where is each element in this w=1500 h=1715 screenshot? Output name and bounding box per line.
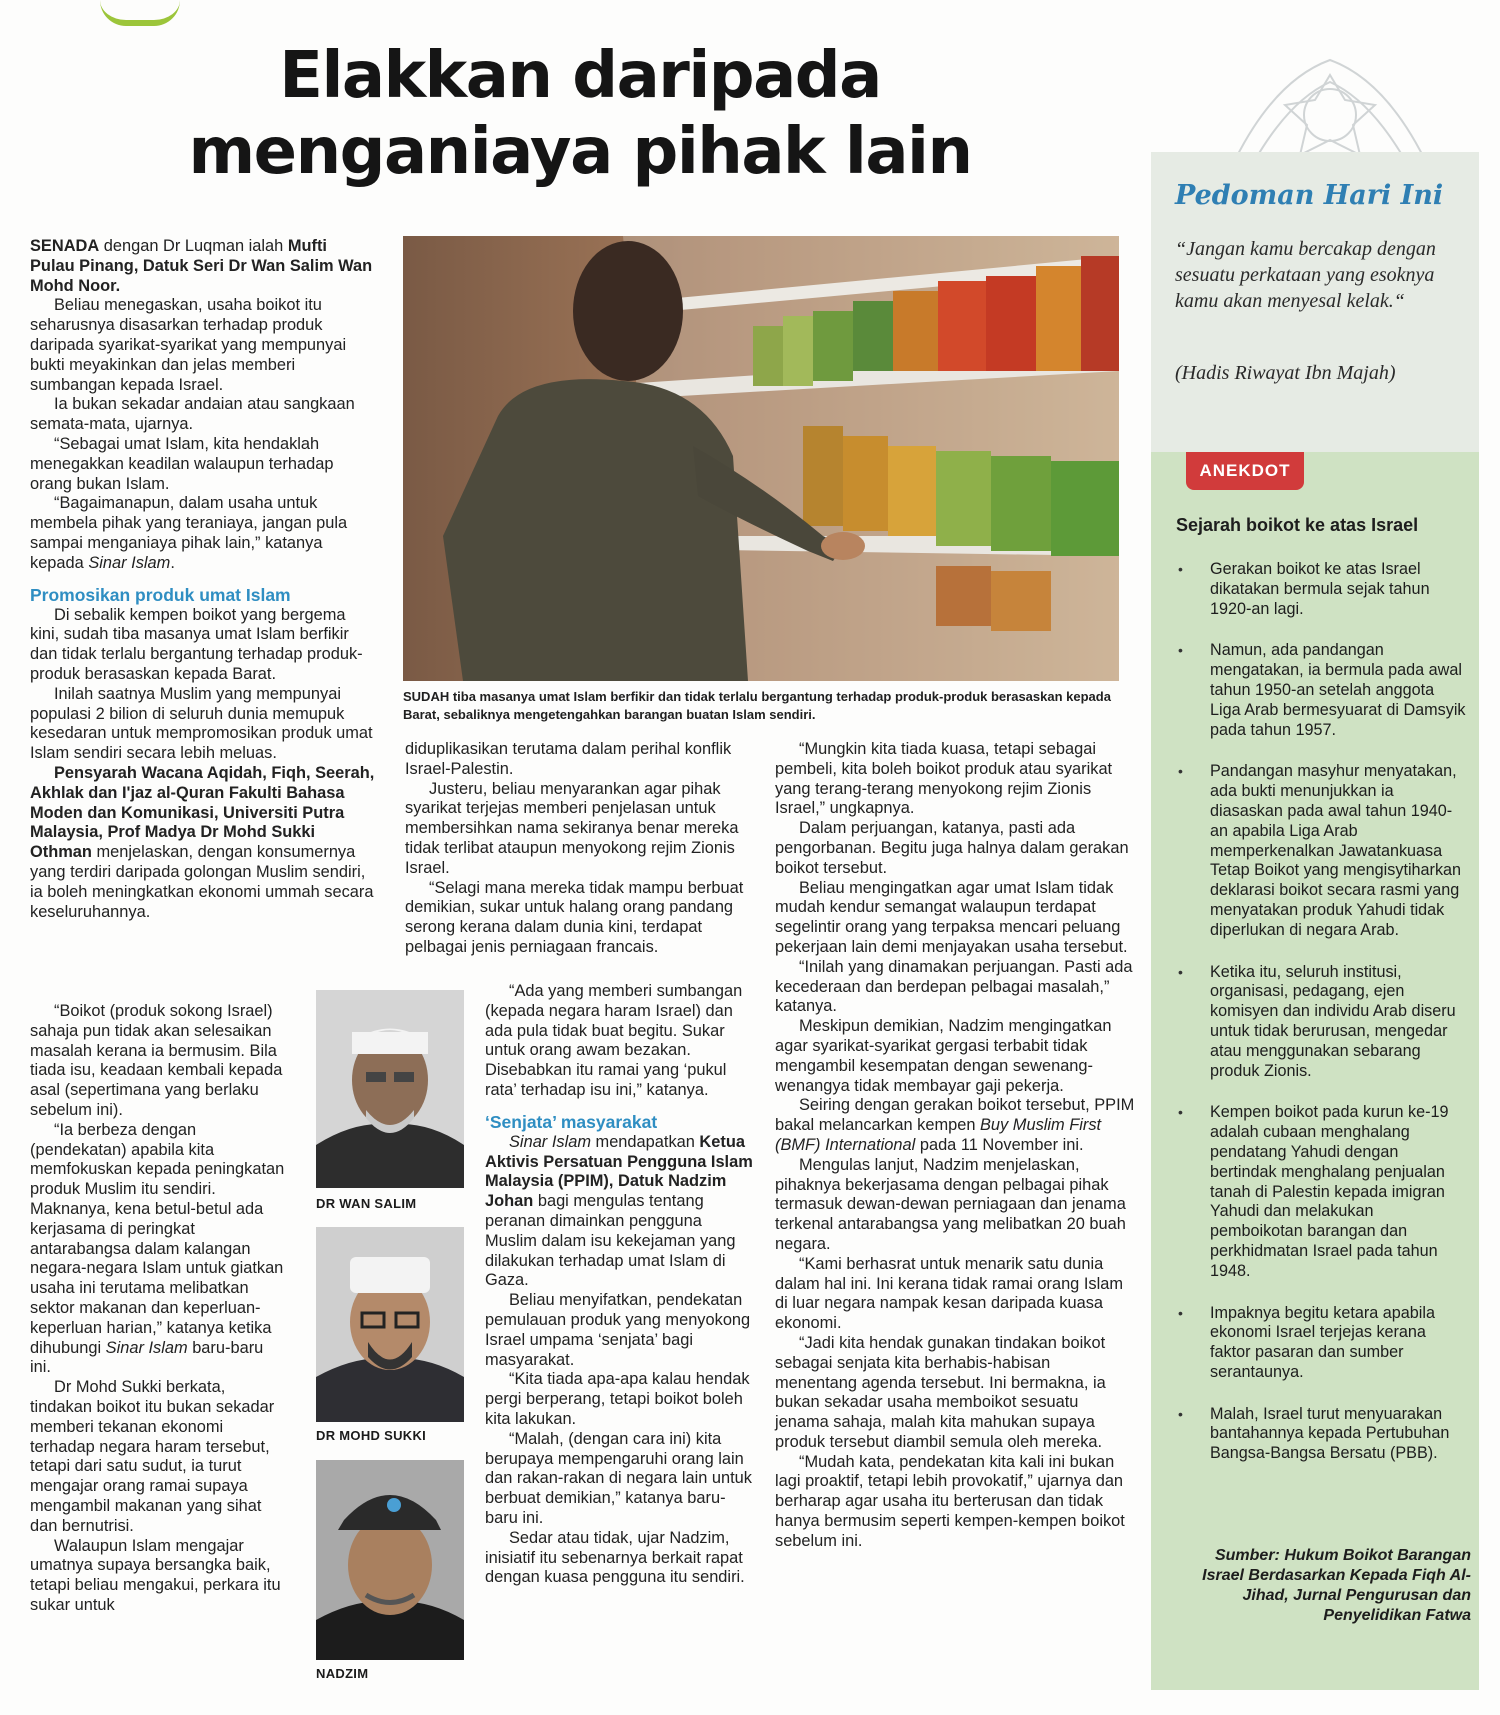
text: bagi mengulas tentang peranan dimainkan pengguna Muslim dalam isu kekejaman yang dilakukan terhadap umat Islam di Gaza. <box>485 1192 736 1290</box>
anekdot-title: Sejarah boikot ke atas Israel <box>1176 515 1419 535</box>
paragraph: “Sebagai umat Islam, kita hendaklah menegakkan keadilan walaupun terhadap orang bukan Islam. <box>30 434 334 493</box>
list-item: • Ketika itu, seluruh institusi, organisasi, pedagang, ejen komisyen dan individu Arab diseru untuk tidak berurusan, mengedar atau menggunakan sebarang produk Zionis. <box>1178 963 1468 1082</box>
subheading: ‘Senjata’ masyarakat <box>485 1111 658 1132</box>
text: dengan Dr Luqman ialah <box>99 237 288 255</box>
list-item: • Malah, Israel turut menyuarakan bantahannya kepada Pertubuhan Bangsa-Bangsa Bersatu (PBB). <box>1178 1405 1468 1464</box>
headline-line-2: menganiaya pihak lain <box>188 115 972 189</box>
text: “Bagaimanapun, dalam usaha untuk membela pihak yang teraniaya, jangan pula sampai menganiaya pihak lain,” katanya kepada <box>30 494 348 572</box>
decorative-arc <box>100 0 180 26</box>
portrait-label: DR WAN SALIM <box>316 1196 417 1211</box>
list-item: • Kempen boikot pada kurun ke-19 adalah cubaan menghalang pendatang Yahudi dengan bertindak menghalang penjualan tanah di Palestin kepada imigran Yahudi dan melakukan pemboikotan barangan dan perkhidmatan Israel pada tahun 1948. <box>1178 1103 1468 1281</box>
paragraph: “Inilah yang dinamakan perjuangan. Pasti ada kecederaan dan berdepan pelbagai masalah,” katanya. <box>775 957 1133 1016</box>
lead-word: SENADA <box>30 237 100 255</box>
paragraph <box>30 237 375 296</box>
paragraph: Di sebalik kempen boikot yang bergema kini, sudah tiba masanya umat Islam berfikir dan tidak terlalu bergantung terhadap produk-produk berasaskan kepada Barat. <box>30 605 363 683</box>
paragraph: Beliau menegaskan, usaha boikot itu seharusnya disasarkan terhadap produk daripada syarikat-syarikat yang mempunyai bukti meyakinkan dan jelas memberi sumbangan kepada Israel. <box>30 296 347 394</box>
anekdot-source: Sumber: Hukum Boikot Barangan Israel Berdasarkan Kepada Fiqh Al-Jihad, Jurnal Pengurusan dan Penyelidikan Fatwa <box>1202 1547 1471 1624</box>
subheading: Promosikan produk umat Islam <box>30 584 291 605</box>
text: . <box>170 553 175 572</box>
anekdot-list <box>1178 560 1468 1486</box>
paragraph: “Malah, (dengan cara ini) kita berupaya mempengaruhi orang lain dan rakan-rakan di negara lain untuk berbuat demikian,” katanya baru-baru ini. <box>485 1429 752 1527</box>
paragraph: “Kami berhasrat untuk menarik satu dunia dalam hal ini. Ini kerana tidak ramai orang Islam di luar negara nampak kesan daripada kuasa ekonomi. <box>775 1254 1124 1333</box>
paragraph: Sedar atau tidak, ujar Nadzim, inisiatif itu sebenarnya berkait rapat dengan kuasa pengguna itu sendiri. <box>485 1528 745 1587</box>
text: “Ia berbeza dengan (pendekatan) apabila kita memfokuskan kepada peningkatan produk Muslim itu sendiri. Maknanya, kena betul-betul ada kerjasama di peringkat antarabangsa dalam kalangan negara-negara Islam untuk giatkan usaha ini terutama melibatkan sektor makanan dan keperluan-keperluan harian,” katanya ketika dihubungi <box>30 1120 285 1357</box>
portrait-nadzim <box>316 1460 464 1660</box>
list-item: • Gerakan boikot ke atas Israel dikatakan bermula sejak tahun 1920-an lagi. <box>1178 560 1468 619</box>
text: baru-baru ini. <box>30 1338 264 1377</box>
paragraph: Beliau mengingatkan agar umat Islam tidak mudah kendur semangat walaupun terdapat segelintir orang yang terpaksa mencari peluang pekerjaan lain demi menjayakan usaha tersebut. <box>775 878 1128 956</box>
paragraph: Beliau menyifatkan, pendekatan pemulauan produk yang menyokong Israel umpama ‘senjata’ bagi masyarakat. <box>485 1291 751 1369</box>
paragraph <box>775 1096 1135 1155</box>
headline <box>120 38 1040 190</box>
paragraph: “Selagi mana mereka tidak mampu berbuat demikian, sukar untuk halang orang pandang serong kerana dalam dunia kini, terdapat pelbagai jenis perniagaan francais. <box>405 878 744 956</box>
paragraph: “Ada yang memberi sumbangan (kepada negara haram Israel) dan ada pula tidak buat begitu. Sukar untuk orang awam bezakan. Disebabkan itu ramai yang ‘pukul rata’ terhadap isu ini,” katanya. <box>485 982 743 1099</box>
paragraph: “Jadi kita hendak gunakan tindakan boikot sebagai senjata kita berhabis-habisan menentang agenda tersebut. Ini bermakna, ia bukan sekadar usaha memboikot sesuatu jenama sahaja, malah kita mahukan supaya produk tersebut diambil semula oleh mereka. <box>775 1333 1106 1451</box>
nadzim-photo <box>316 1460 464 1660</box>
islamic-ornament <box>1215 20 1445 170</box>
paragraph: Mengulas lanjut, Nadzim menjelaskan, pihaknya bekerjasama dengan pelbagai pihak termasuk dewan-dewan perniagaan dan jenama terkenal antarabangsa yang melibatkan 20 buah negara. <box>775 1155 1126 1253</box>
paragraph: Walaupun Islam mengajar umatnya supaya bersangka baik, tetapi beliau mengakui, perkara itu sukar untuk <box>30 1536 281 1614</box>
paragraph <box>30 764 375 922</box>
hadith-quote: “Jangan kamu bercakap dengan sesuatu perkataan yang esoknya kamu akan menyesal kelak.“ <box>1175 238 1436 312</box>
bold-name: Mufti Pulau Pinang, Datuk Seri Dr Wan Salim Wan Mohd Noor. <box>30 237 373 295</box>
article-column-3 <box>775 740 1135 1552</box>
article-column-2 <box>405 740 755 958</box>
bold-name: Pensyarah Wacana Aqidah, Fiqh, Seerah, Akhlak dan I'jaz al-Quran Fakulti Bahasa Moden dan Komunikasi, Universiti Putra Malaysia, Prof Madya Dr Mohd Sukki Othman <box>30 763 375 862</box>
paragraph: “Boikot (produk sokong Israel) sahaja pun tidak akan selesaikan masalah kerana ia bermusim. Bila tiada isu, keadaan kembali kepada asal (sepertimana yang berlaku sebelum ini). <box>30 1002 283 1119</box>
portrait-wan-salim <box>316 990 464 1188</box>
portrait-label: NADZIM <box>316 1666 369 1681</box>
pedoman-title: Pedoman Hari Ini <box>1175 180 1444 211</box>
text: menjelaskan, dengan konsumernya yang terdiri daripada golongan Muslim sendiri, ia boleh meningkatkan ekonomi ummah secara keseluruhannya. <box>30 843 374 921</box>
paragraph: Inilah saatnya Muslim yang mempunyai populasi 2 bilion di seluruh dunia memupuk kesedaran untuk mempromosikan produk umat Islam sendiri secara lebih meluas. <box>30 684 373 763</box>
paragraph: Meskipun demikian, Nadzim mengingatkan agar syarikat-syarikat gergasi terbabit tidak mengambil kesempatan dengan sewenang-wenangya tidak membayar gaji pekerja. <box>775 1017 1112 1095</box>
headline-line-1: Elakkan daripada <box>279 39 881 113</box>
paragraph: diduplikasikan terutama dalam perihal konflik Israel-Palestin. <box>405 740 732 778</box>
mohd-sukki-photo <box>316 1227 464 1422</box>
article-column-2-inset <box>485 982 755 1588</box>
paragraph <box>30 1121 288 1378</box>
paragraph: Dr Mohd Sukki berkata, tindakan boikot itu bukan sekadar memberi tekanan ekonomi terhadap negara haram tersebut, tetapi dari satu sudut, ia turut mengajar orang ramai supaya mengambil makanan yang sihat dan bernutrisi. <box>30 1378 275 1535</box>
paragraph: Ia bukan sekadar andaian atau sangkaan semata-mata, ujarnya. <box>30 395 355 434</box>
list-item: • Pandangan masyhur menyatakan, ada bukti menunjukkan ia diasaskan pada awal tahun 1940-an apabila Liga Arab memperkenalkan Jawatankuasa Tetap Boikot yang mengisytiharkan deklarasi boikot secara rasmi yang menyatakan produk Yahudi tidak diperlukan di negara Arab. <box>1178 762 1468 940</box>
text: mendapatkan <box>590 1132 700 1151</box>
portrait-label: DR MOHD SUKKI <box>316 1428 427 1443</box>
article-column-1 <box>30 237 375 922</box>
paragraph: “Mudah kata, pendekatan kita kali ini bukan lagi proaktif, tetapi lebih provokatif,” ujarnya dan berharap agar usaha itu berterusan dan tidak hanya bermusim seperti kempen-kempen boikot sebelum ini. <box>775 1452 1125 1550</box>
article-column-1-lower <box>30 1002 288 1616</box>
hadith-source: (Hadis Riwayat Ibn Majah) <box>1175 362 1396 384</box>
paragraph: “Kita tiada apa-apa kalau hendak pergi berperang, tetapi boikot boleh kita lakukan. <box>485 1370 750 1428</box>
italic-text: Buy Muslim First (BMF) International <box>775 1116 1102 1154</box>
paragraph <box>30 494 375 573</box>
portrait-mohd-sukki <box>316 1227 464 1422</box>
text: pada 11 November ini. <box>915 1135 1084 1154</box>
photo-caption: SUDAH tiba masanya umat Islam berfikir dan tidak terlalu bergantung terhadap produk-produk berasaskan kepada Barat, sebaliknya mengetengahkan barangan buatan Islam sendiri. <box>403 689 1111 722</box>
list-item: • Namun, ada pandangan mengatakan, ia bermula pada awal tahun 1950-an setelah anggota Liga Arab bermesyuarat di Damsyik pada tahun 1957. <box>1178 641 1468 740</box>
italic-text: Sinar Islam <box>88 553 171 572</box>
text: Seiring dengan gerakan boikot tersebut, PPIM bakal melancarkan kempen <box>775 1096 1135 1135</box>
list-item: • Impaknya begitu ketara apabila ekonomi Israel terjejas kerana faktor pasaran dan sumber serantaunya. <box>1178 1304 1468 1383</box>
bold-name: Ketua Aktivis Persatuan Pengguna Islam Malaysia (PPIM), Datuk Nadzim Johan <box>485 1132 753 1211</box>
wan-salim-photo <box>316 990 464 1188</box>
main-photo <box>403 236 1119 681</box>
supermarket-shelf-image <box>403 236 1119 681</box>
anekdot-badge: ANEKDOT <box>1186 452 1304 490</box>
paragraph: Dalam perjuangan, katanya, pasti ada pengorbanan. Begitu juga halnya dalam gerakan boikot tersebut. <box>775 819 1129 877</box>
italic-text: Sinar Islam <box>509 1132 591 1151</box>
paragraph <box>485 1133 755 1291</box>
paragraph: Justeru, beliau menyarankan agar pihak syarikat terjejas memberi penjelasan untuk membersihkan nama sekiranya benar mereka tidak terlibat ataupun menyokong rejim Zionis Israel. <box>405 779 739 877</box>
paragraph: “Mungkin kita tiada kuasa, tetapi sebagai pembeli, kita boleh boikot produk atau syarikat yang terang-terang menyokong rejim Zionis Israel,” ungkapnya. <box>775 740 1113 818</box>
italic-text: Sinar Islam <box>105 1338 188 1357</box>
